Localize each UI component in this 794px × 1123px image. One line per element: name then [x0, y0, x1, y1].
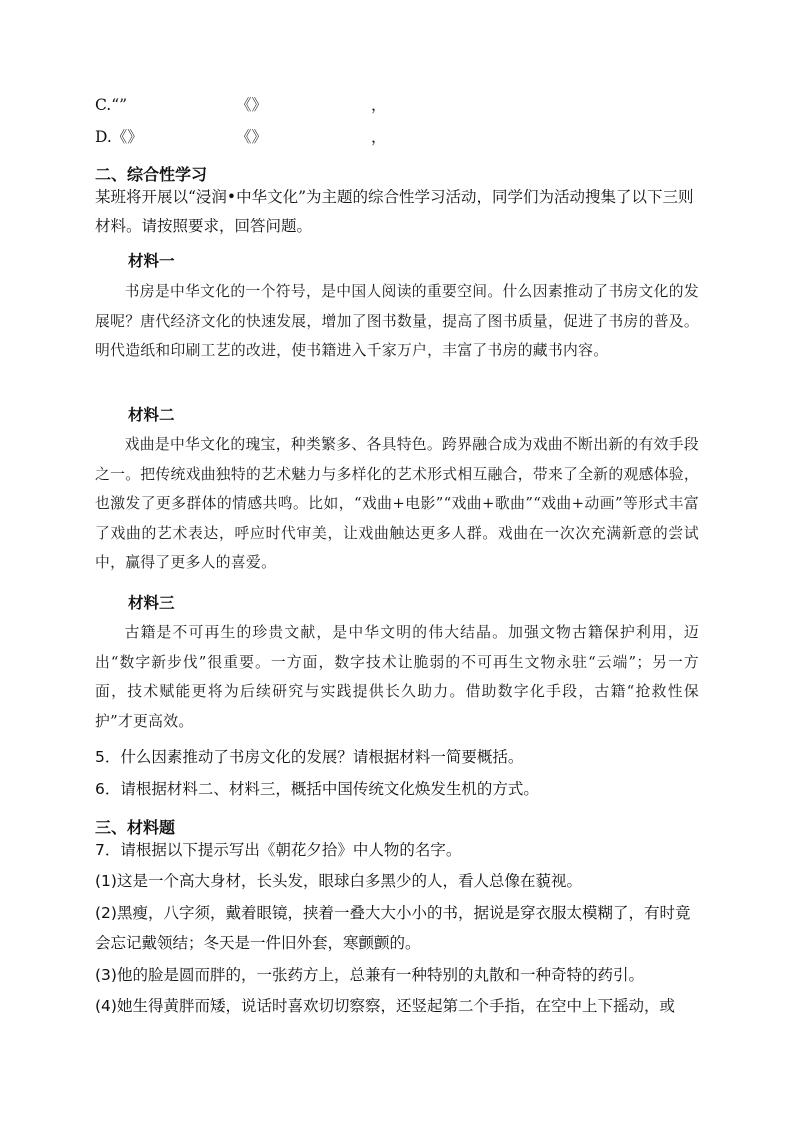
material-3-text: 古籍是不可再生的珍贵文献，是中华文明的伟大结晶。加强文物古籍保护利用，迈出“数字新步伐”很重要。一方面，数字技术让脆弱的不可再生文物永驻“云端”；另一方面，技术赋能更将为后续研究与实践提供长久助力。借助数字化手段，古籍“抢救性保护”才更高效。 — [95, 624, 699, 730]
material-1-title: 材料一 — [128, 251, 175, 270]
section-2-intro: 某班将开展以“浸润•中华文化”为主题的综合性学习活动，同学们为活动搜集了以下三则材料。请按照要求，回答问题。 — [95, 188, 694, 235]
option-d-blank-2: ， — [371, 128, 387, 146]
option-d-blank-1: 《》 — [236, 128, 268, 146]
option-c-blank-1: 《》 — [236, 96, 268, 114]
question-7: 7．请根据以下提示写出《朝花夕拾》中人物的名字。 — [95, 841, 462, 859]
section-3-heading: 三、材料题 — [95, 818, 176, 837]
question-7-item-3: (3)他的脸是圆而胖的，一张药方上，总兼有一种特别的丸散和一种奇特的药引。 — [95, 966, 644, 984]
section-2-heading: 二、综合性学习 — [95, 165, 208, 184]
question-7-item-2: (2)黑瘦，八字须，戴着眼镜，挟着一叠大大小小的书，据说是穿衣服太模糊了，有时竟会忘记戴领结；冬天是一件旧外套，寒颤颤的。 — [95, 904, 691, 952]
material-2-text: 戏曲是中华文化的瑰宝，种类繁多、各具特色。跨界融合成为戏曲不断出新的有效手段之一。把传统戏曲独特的艺术魅力与多样化的艺术形式相互融合，带来了全新的观感体验，也激发了更多群体的情感共鸣。比如，“戏曲+电影”“戏曲+歌曲”“戏曲+动画”等形式丰富了戏曲的艺术表达，呼应时代审美，让戏曲触达更多人群。戏曲在一次次充满新意的尝试中，赢得了更多人的喜爱。 — [95, 436, 699, 571]
question-7-item-4: (4)她生得黄胖而矮，说话时喜欢切切察察，还竖起第二个手指，在空中上下摇动，或 — [95, 997, 675, 1015]
option-d-label: D.《》 — [95, 128, 143, 146]
option-c-blank-2: ， — [371, 96, 387, 114]
question-5: 5．什么因素推动了书房文化的发展？请根据材料一简要概括。 — [95, 748, 524, 766]
material-2-title: 材料二 — [128, 405, 175, 424]
question-7-item-1: (1)这是一个高大身材，长头发，眼球白多黑少的人，看人总像在藐视。 — [95, 872, 582, 890]
material-3-title: 材料三 — [128, 593, 175, 612]
question-6: 6．请根据材料二、材料三，概括中国传统文化焕发生机的方式。 — [95, 780, 539, 798]
material-1-text: 书房是中华文化的一个符号，是中国人阅读的重要空间。什么因素推动了书房文化的发展呢？唐代经济文化的快速发展，增加了图书数量，提高了图书质量，促进了书房的普及。明代造纸和印刷工艺的改进，使书籍进入千家万户，丰富了书房的藏书内容。 — [95, 283, 699, 359]
option-c-label: C.“” — [95, 96, 128, 114]
